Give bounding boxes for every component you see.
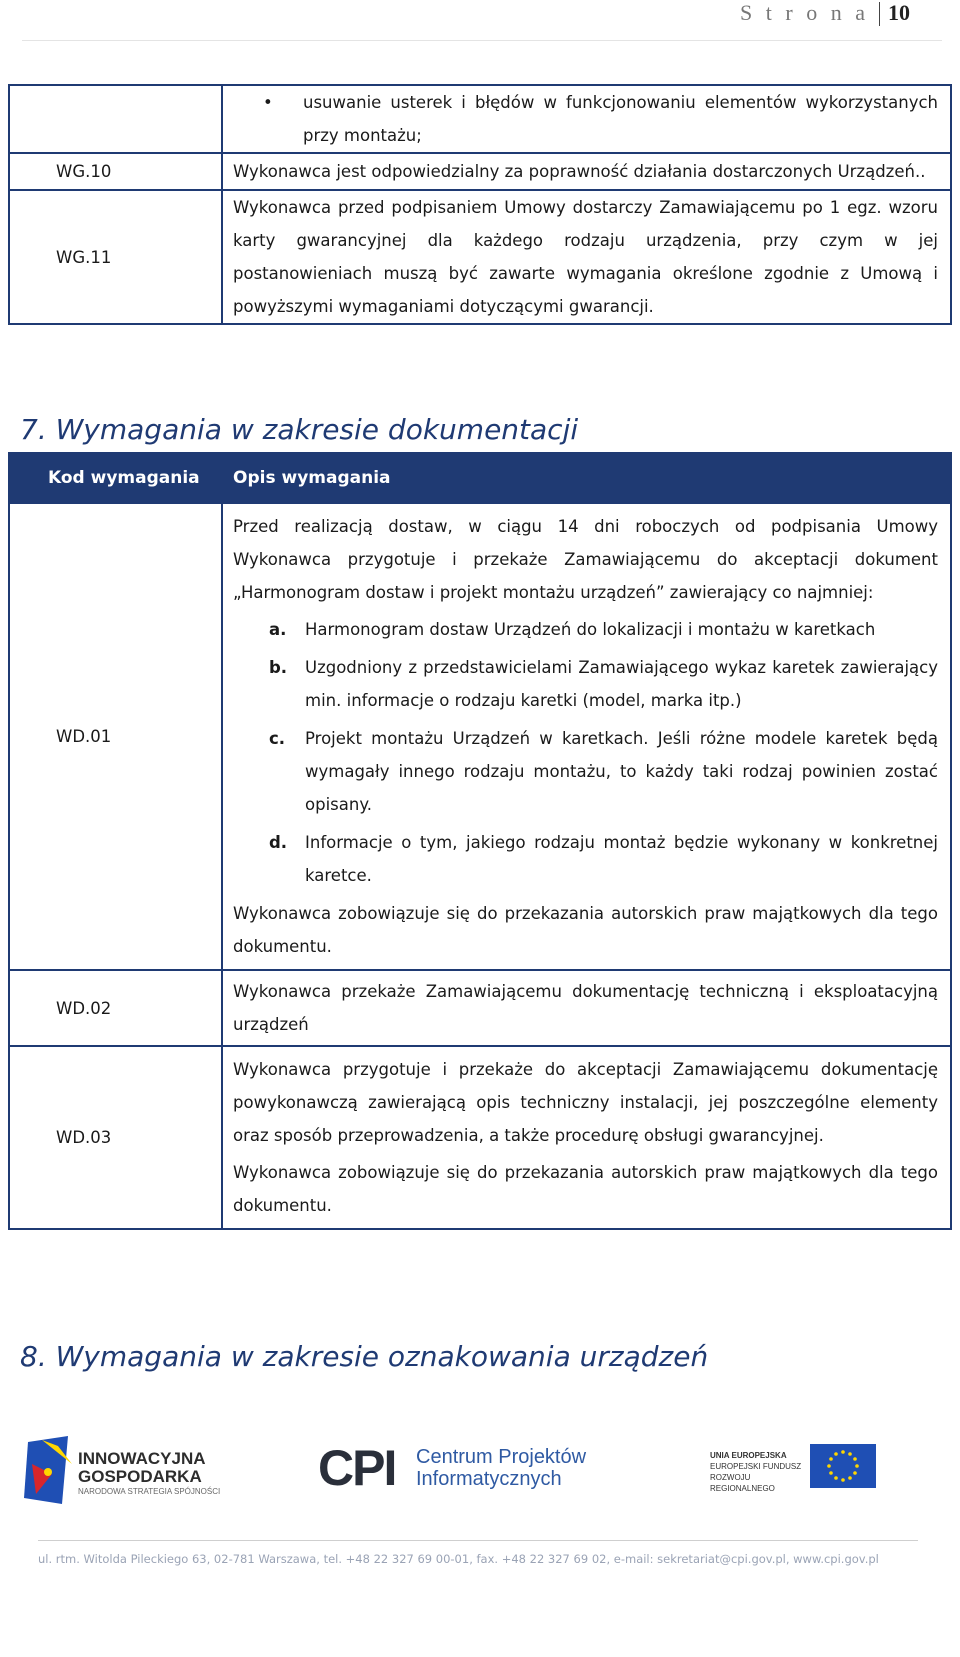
list-item [233,826,938,892]
table-row [9,503,951,970]
footer-rule [38,1540,918,1541]
requirement-code: WD.01 [9,503,222,970]
table-row [9,190,951,324]
requirement-text: Wykonawca zobowiązuje się do przekazania autorskich praw majątkowych dla tego dokumentu. [233,1163,938,1215]
list-item-text: Projekt montażu Urządzeń w karetkach. Jeśli różne modele karetek będą wymagały innego rodzaju montażu, to każdy taki rodzaj powinien zostać opisany. [305,729,938,814]
table-row [9,1046,951,1229]
logo1-line3: NARODOWA STRATEGIA SPÓJNOŚCI [78,1487,221,1496]
page-label: S t r o n a [740,0,869,25]
list-item-text: Uzgodniony z przedstawicielami Zamawiającego wykaz karetek zawierający min. informacje o rodzaju karetki (model, marka itp.) [305,658,938,710]
section-heading-7: 7. Wymagania w zakresie dokumentacji [20,413,579,446]
page-number: 10 [888,0,910,25]
requirement-text: Wykonawca jest odpowiedzialny za poprawność działania dostarczonych Urządzeń.. [222,153,951,190]
requirement-intro: Przed realizacją dostaw, w ciągu 14 dni roboczych od podpisania Umowy Wykonawca przygotuje i przekaże Zamawiającemu do akceptacji dokument „Harmonogram dostaw i projekt montażu urządzeń” zawierający co najmniej: [233,517,938,602]
bullet-text: usuwanie usterek i błędów w funkcjonowaniu elementów wykorzystanych przy montażu; [303,93,938,145]
requirement-text: Wykonawca przed podpisaniem Umowy dostarczy Zamawiającemu po 1 egz. wzoru karty gwarancyjnej dla każdego rodzaju urządzenia, przy czym w jej postanowieniach muszą być zawarte wymagania określone zgodnie z Umową i powyższymi wymaganiami dotyczącymi gwarancji. [222,190,951,324]
requirement-desc-cell [222,1046,951,1229]
requirement-desc-cell [222,85,951,153]
column-header-description: Opis wymagania [222,453,951,503]
requirement-code: WD.03 [9,1046,222,1229]
list-item-label: a. [269,620,287,639]
header-rule [22,40,942,41]
requirement-outro: Wykonawca zobowiązuje się do przekazania autorskich praw majątkowych dla tego dokumentu. [233,904,938,956]
requirement-list [233,613,938,892]
header-separator [879,2,880,26]
page-header [740,0,910,38]
column-header-code: Kod wymagania [9,453,222,503]
innowacyjna-gospodarka-logo [22,1434,232,1514]
requirement-desc-cell [222,503,951,970]
section-heading-8: 8. Wymagania w zakresie oznakowania urządzeń [20,1340,709,1373]
documentation-requirements-table [8,452,952,1230]
requirement-code: WG.11 [9,190,222,324]
eu-flag-icon [810,1444,876,1488]
cpi-mark: CPI [318,1440,396,1496]
table-header-row [9,453,951,503]
requirement-code: WD.02 [9,970,222,1046]
list-item-label: b. [269,658,288,677]
cpi-logo [318,1440,608,1500]
ig-emblem-icon [22,1434,82,1508]
logo1-line1: INNOWACYJNA [78,1449,206,1468]
guarantee-requirements-table [8,84,952,325]
requirement-text: Wykonawca przygotuje i przekaże do akceptacji Zamawiającemu dokumentację powykonawczą zawierającą opis techniczny instalacji, jej poszczególne elementy oraz sposób przeprowadzenia, a także procedurę obsługi gwarancyjnej. [233,1060,938,1145]
list-item-text: Informacje o tym, jakiego rodzaju montaż będzie wykonany w konkretnej karetce. [305,833,938,885]
cpi-line1: Centrum Projektów [416,1446,587,1468]
footer-logos [0,1420,960,1530]
eu-line3: ROZWOJU REGIONALNEGO [710,1473,775,1493]
requirement-code: WG.10 [9,153,222,190]
requirement-code-cell [9,85,222,153]
list-item-label: c. [269,729,286,748]
cpi-line2: Informatycznych [416,1468,562,1490]
logo1-line2: GOSPODARKA [78,1467,202,1486]
list-item [233,613,938,646]
requirement-text: Wykonawca przekaże Zamawiającemu dokumentację techniczną i eksploatacyjną urządzeń [222,970,951,1046]
table-row [9,153,951,190]
footer-address: ul. rtm. Witolda Pileckiego 63, 02-781 Warszawa, tel. +48 22 327 69 00-01, fax. +48 22 327 69 02, e-mail: sekretariat@cpi.gov.pl, www.cpi.gov.pl [38,1552,879,1566]
eu-line2: EUROPEJSKI FUNDUSZ [710,1462,802,1471]
list-item-label: d. [269,833,288,852]
eu-line1: UNIA EUROPEJSKA [710,1451,787,1460]
bullet-item [233,86,938,152]
table-row [9,970,951,1046]
eu-logo [710,1444,880,1494]
list-item [233,722,938,821]
table-row [9,85,951,153]
list-item [233,651,938,717]
list-item-text: Harmonogram dostaw Urządzeń do lokalizacji i montażu w karetkach [305,620,876,639]
bullet-icon: • [263,93,273,112]
